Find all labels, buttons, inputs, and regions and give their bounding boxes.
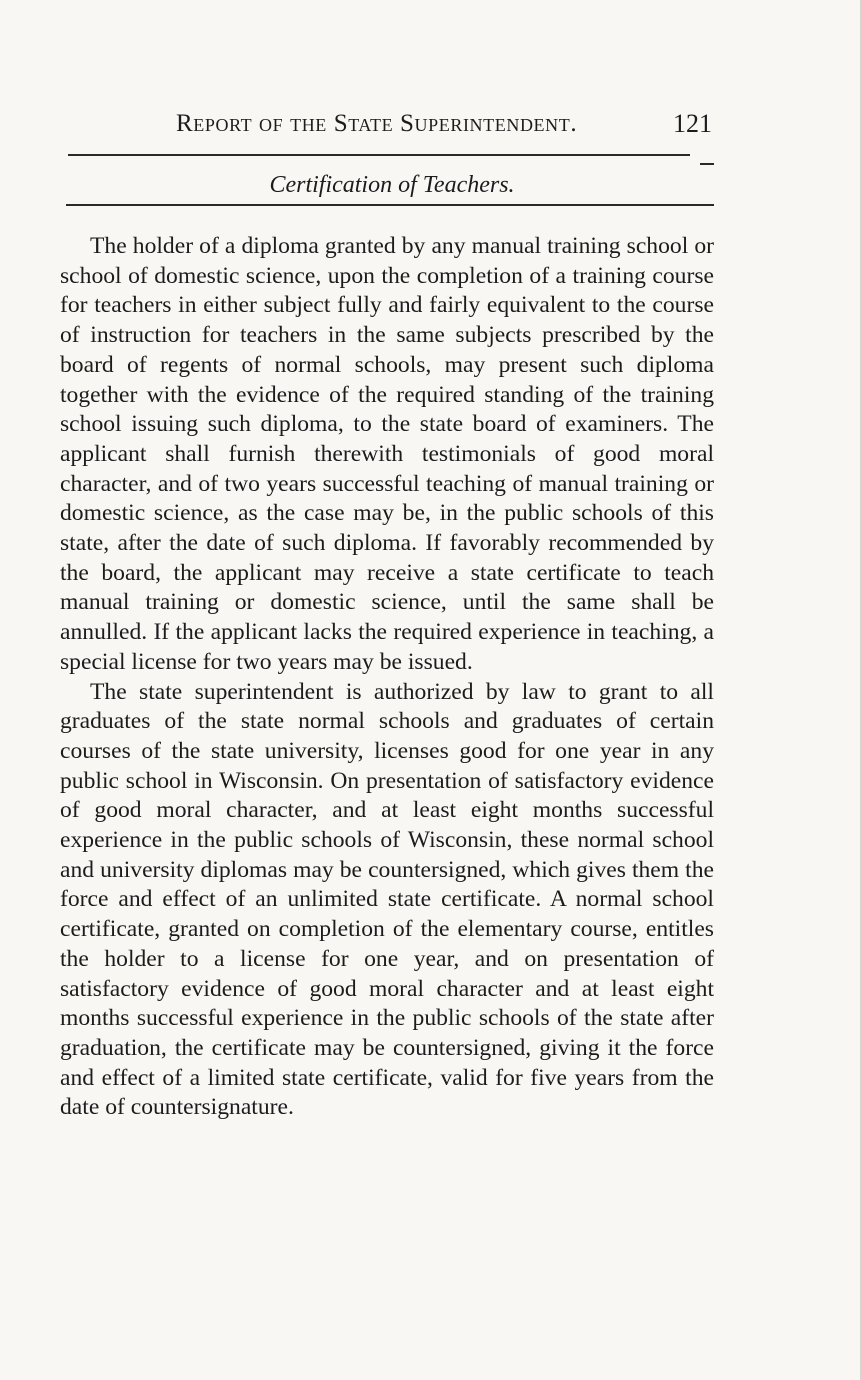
page-header xyxy=(68,110,716,146)
paragraph-normal-school-graduates: The state superintendent is authorized by law to grant to all graduates of the state normal schools and graduates of certain courses of the state university, licenses good for one year in any public school in Wisconsin. On presentation of satisfactory evidence of good moral character, and at least eight months successful experience in the public schools of Wisconsin, these normal school and university diplomas may be countersigned, which gives them the force and effect of an unlimited state certificate. A normal school certificate, granted on completion of the elementary course, entitles the holder to a license for one year, and on presentation of satisfactory evidence of good moral character and at least eight months successful experience in the public schools of the state after graduation, the certificate may be countersigned, giving it the force and effect of a limited state certificate, valid for five years from the date of countersignature. xyxy=(60,678,714,1121)
body-text xyxy=(60,232,714,1123)
paragraph-diploma-holders: The holder of a diploma granted by any manual training school or school of domestic science, upon the completion of a training course for teachers in either subject fully and fairly equivalent to the course of instruction for teachers in the same subjects prescribed by the board of regents of normal schools, may present such diploma together with the evidence of the required standing of the training school issuing such diploma, to the state board of examiners. The applicant shall furnish therewith testimonials of good moral character, and of two years successful teaching of manual training or domestic science, as the case may be, in the public schools of this state, after the date of such diploma. If favorably recommended by the board, the applicant may receive a state certificate to teach manual training or domestic science, until the same shall be annulled. If the applicant lacks the required experience in teaching, a special license for two years may be issued. xyxy=(60,233,714,675)
running-title: Report of the State Superintendent. xyxy=(176,110,578,137)
section-title: Certification of Teachers. xyxy=(269,172,515,198)
page-number: 121 xyxy=(673,109,712,138)
header-rule xyxy=(68,154,690,156)
header-rule-tail xyxy=(700,163,714,165)
section-rule xyxy=(66,204,714,206)
